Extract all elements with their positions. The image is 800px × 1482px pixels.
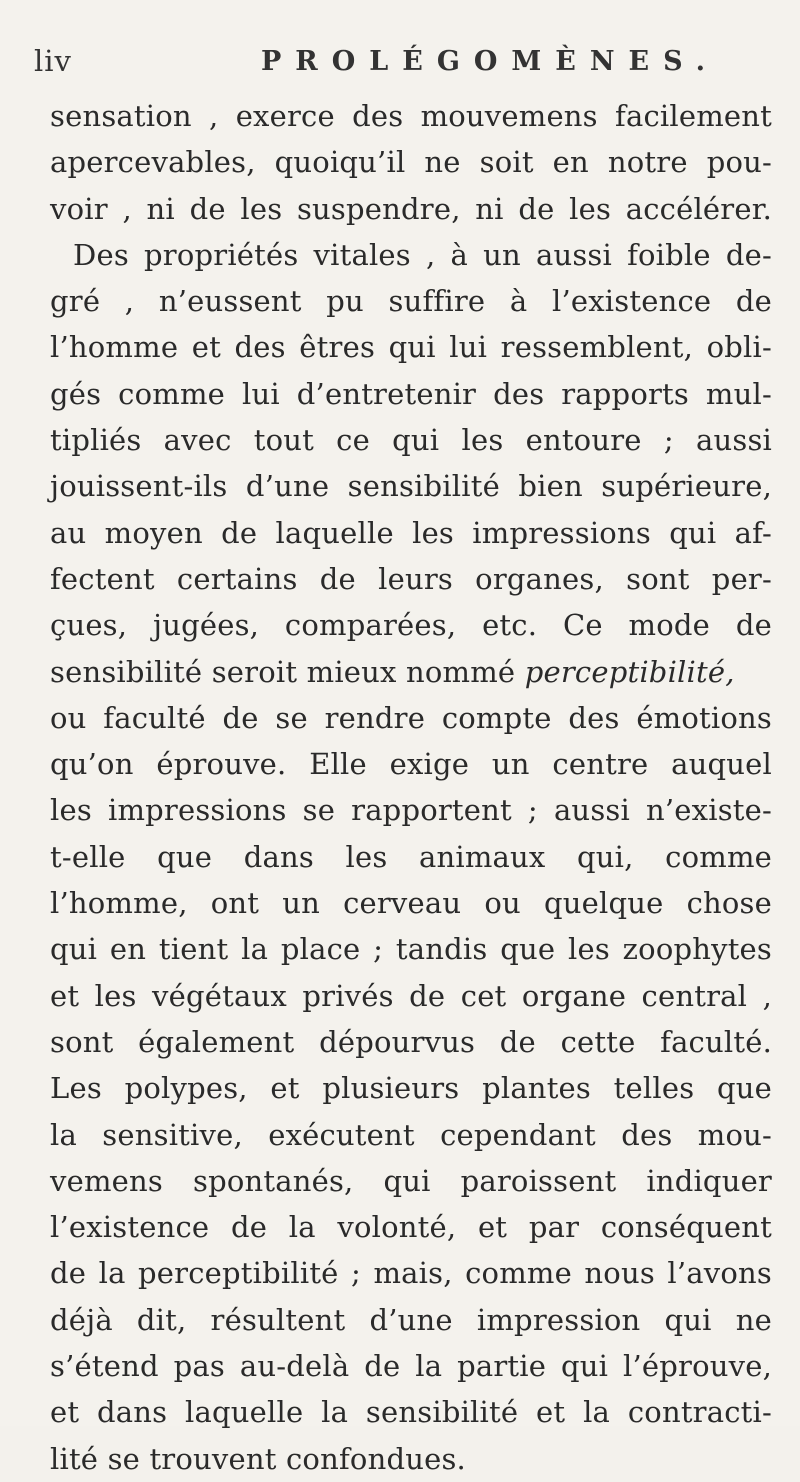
text-line: déjà dit, résultent d’une impression qui ne	[50, 1302, 772, 1337]
running-head: PROLÉGOMÈNES.	[261, 46, 720, 77]
text-line: les impressions se rapportent ; aussi n’existe-	[50, 793, 772, 828]
text-line: çues, jugées, comparées, etc. Ce mode de	[50, 608, 772, 643]
text-line: s’étend pas au-delà de la partie qui l’éprouve,	[50, 1349, 772, 1384]
text-line: qu’on éprouve. Elle exige un centre auquel	[50, 747, 772, 782]
text-line-prefix: sensibilité seroit mieux nommé	[50, 654, 525, 689]
text-line: gés comme lui d’entretenir des rapports mul-	[50, 376, 772, 411]
body-text	[50, 93, 772, 1482]
text-line: vemens spontanés, qui paroissent indiquer	[50, 1163, 772, 1198]
text-line: Des propriétés vitales , à un aussi foible de-	[73, 237, 772, 272]
text-line: l’homme et des êtres qui lui ressemblent, obli-	[50, 330, 772, 365]
text-line: au moyen de laquelle les impressions qui af-	[50, 515, 772, 550]
text-line: gré , n’eussent pu suffire à l’existence de	[50, 284, 772, 319]
text-line: la sensitive, exécutent cependant des mou-	[50, 1117, 772, 1152]
text-line: et les végétaux privés de cet organe central ,	[50, 978, 772, 1013]
text-line: t-elle que dans les animaux qui, comme	[50, 839, 772, 874]
text-line: et dans laquelle la sensibilité et la contracti-	[50, 1395, 772, 1430]
page-number: liv	[34, 44, 72, 78]
text-line: qui en tient la place ; tandis que les zoophytes	[50, 932, 772, 967]
page-header	[34, 44, 754, 88]
text-line: sensation , exerce des mouvemens facilement	[50, 99, 772, 133]
text-line: sont également dépourvus de cette faculté.	[50, 1024, 772, 1059]
text-line	[50, 649, 772, 695]
text-line: l’existence de la volonté, et par conséquent	[50, 1210, 772, 1245]
text-line: Les polypes, et plusieurs plantes telles que	[50, 1071, 772, 1106]
text-line: lité se trouvent confondues.	[50, 1441, 466, 1476]
text-line: de la perceptibilité ; mais, comme nous l’avons	[50, 1256, 772, 1291]
text-line: fectent certains de leurs organes, sont per-	[50, 561, 772, 596]
text-line: ou faculté de se rendre compte des émotions	[50, 700, 772, 735]
text-line: apercevables, quoiqu’il ne soit en notre pou-	[50, 145, 772, 180]
text-line: jouissent-ils d’une sensibilité bien supérieure,	[50, 469, 772, 504]
italic-term: perceptibilité,	[524, 654, 735, 689]
text-line: tipliés avec tout ce qui les entoure ; aussi	[50, 423, 772, 458]
text-line: voir , ni de les suspendre, ni de les accélérer.	[50, 191, 772, 226]
text-line: l’homme, ont un cerveau ou quelque chose	[50, 886, 772, 921]
